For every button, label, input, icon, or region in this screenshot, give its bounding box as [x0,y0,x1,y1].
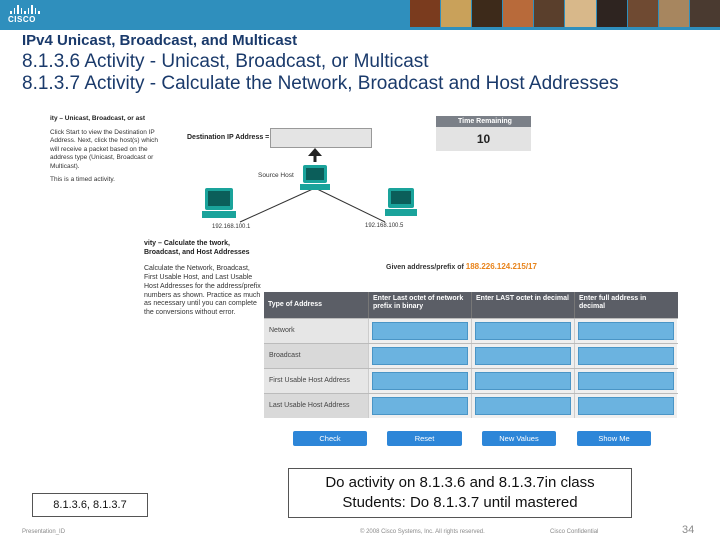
logo-text: CISCO [8,15,36,24]
row-label-last-usable: Last Usable Host Address [264,394,368,418]
given-address-label: Given address/prefix of [386,264,464,271]
activity-8-1-3-6-screenshot [40,110,540,235]
broadcast-octet-input[interactable] [475,347,571,365]
table-row-last-usable [264,393,678,418]
slide-suptitle: IPv4 Unicast, Broadcast, and Multicast [22,32,298,49]
slide-title-line-2: 8.1.3.7 Activity - Calculate the Network, Broadcast and Host Addresses [22,73,619,94]
network-octet-input[interactable] [475,322,571,340]
banner-photo [628,0,658,27]
activity-2-instructions-body: Calculate the Network, Broadcast, First Usable Host, and Last Usable Host Addresses for the address/prefix numbers as shown. Practice as much as necessary until you can complete the conversions without error. [144,265,261,316]
table-row-broadcast [264,343,678,368]
activity-2-instructions-title: vity – Calculate the twork, Broadcast, and Host Addresses [144,240,250,256]
address-calculation-table [264,292,678,418]
destination-ip-field [270,128,372,148]
photo-strip [410,0,720,27]
given-address-prefix [386,262,537,271]
page-number: 34 [682,524,695,536]
column-header-binary: Enter Last octet of network prefix in binary [368,292,471,318]
top-banner [0,0,720,30]
banner-photo [472,0,502,27]
last-usable-full-address-input[interactable] [578,397,674,415]
destination-ip-label: Destination IP Address = [187,134,270,141]
network-binary-input[interactable] [372,322,468,340]
banner-photo [659,0,689,27]
host-1-ip-label: 192.168.100.1 [212,224,251,230]
table-row-first-usable [264,368,678,393]
banner-photo [503,0,533,27]
last-usable-binary-input[interactable] [372,397,468,415]
class-instructions-line-2: Students: Do 8.1.3.7 until mastered [342,494,578,511]
banner-photo [441,0,471,27]
class-instructions-line-1: Do activity on 8.1.3.6 and 8.1.3.7in class [325,474,595,491]
activity-ids-note: 8.1.3.6, 8.1.3.7 [32,493,148,517]
banner-photo [597,0,627,27]
network-full-address-input[interactable] [578,322,674,340]
table-row-network [264,318,678,343]
cisco-logo-icon [8,5,44,25]
activity-2-instructions [144,240,264,318]
host-2-pc-icon [385,188,417,216]
broadcast-binary-input[interactable] [372,347,468,365]
banner-photo [690,0,720,27]
banner-photo [565,0,595,27]
host-1-pc-icon [202,188,236,218]
activity-1-instructions [50,115,168,185]
column-header-type: Type of Address [268,301,323,308]
slide-title-line-1: 8.1.3.6 Activity - Unicast, Broadcast, or Multicast [22,51,429,72]
source-host-label: Source Host [258,172,294,179]
check-button[interactable]: Check [293,431,367,446]
table-header-row [264,292,678,318]
row-label-network: Network [264,319,368,343]
last-usable-octet-input[interactable] [475,397,571,415]
footer-copyright: © 2008 Cisco Systems, Inc. All rights reserved. [360,529,485,535]
activity-1-timed-note: This is a timed activity. [50,176,115,183]
time-remaining-label: Time Remaining [436,116,531,127]
row-label-first-usable: First Usable Host Address [264,369,368,393]
footer-confidential: Cisco Confidential [550,529,599,535]
banner-photo [410,0,440,27]
first-usable-octet-input[interactable] [475,372,571,390]
first-usable-full-address-input[interactable] [578,372,674,390]
first-usable-binary-input[interactable] [372,372,468,390]
class-instructions-note [288,468,632,518]
source-host-pc-icon [300,165,330,190]
column-header-full-address: Enter full address in decimal [574,292,677,318]
banner-photo [534,0,564,27]
given-address-value: 188.226.124.215/17 [465,262,537,271]
host-2-ip-label: 192.168.100.5 [365,223,404,229]
activity-1-instructions-body: Click Start to view the Destination IP Address. Next, click the host(s) which will receive a packet based on the address type (Unicast, Broadcast or Multicast). [50,128,159,170]
broadcast-full-address-input[interactable] [578,347,674,365]
reset-button[interactable]: Reset [387,431,462,446]
activity-1-instructions-title: ity – Unicast, Broadcast, or ast [50,115,146,122]
column-header-decimal-octet: Enter LAST octet in decimal [471,292,574,318]
new-values-button[interactable]: New Values [482,431,556,446]
show-me-button[interactable]: Show Me [577,431,651,446]
footer-presentation-id: Presentation_ID [22,529,66,535]
row-label-broadcast: Broadcast [264,344,368,368]
time-remaining-value: 10 [436,127,531,151]
